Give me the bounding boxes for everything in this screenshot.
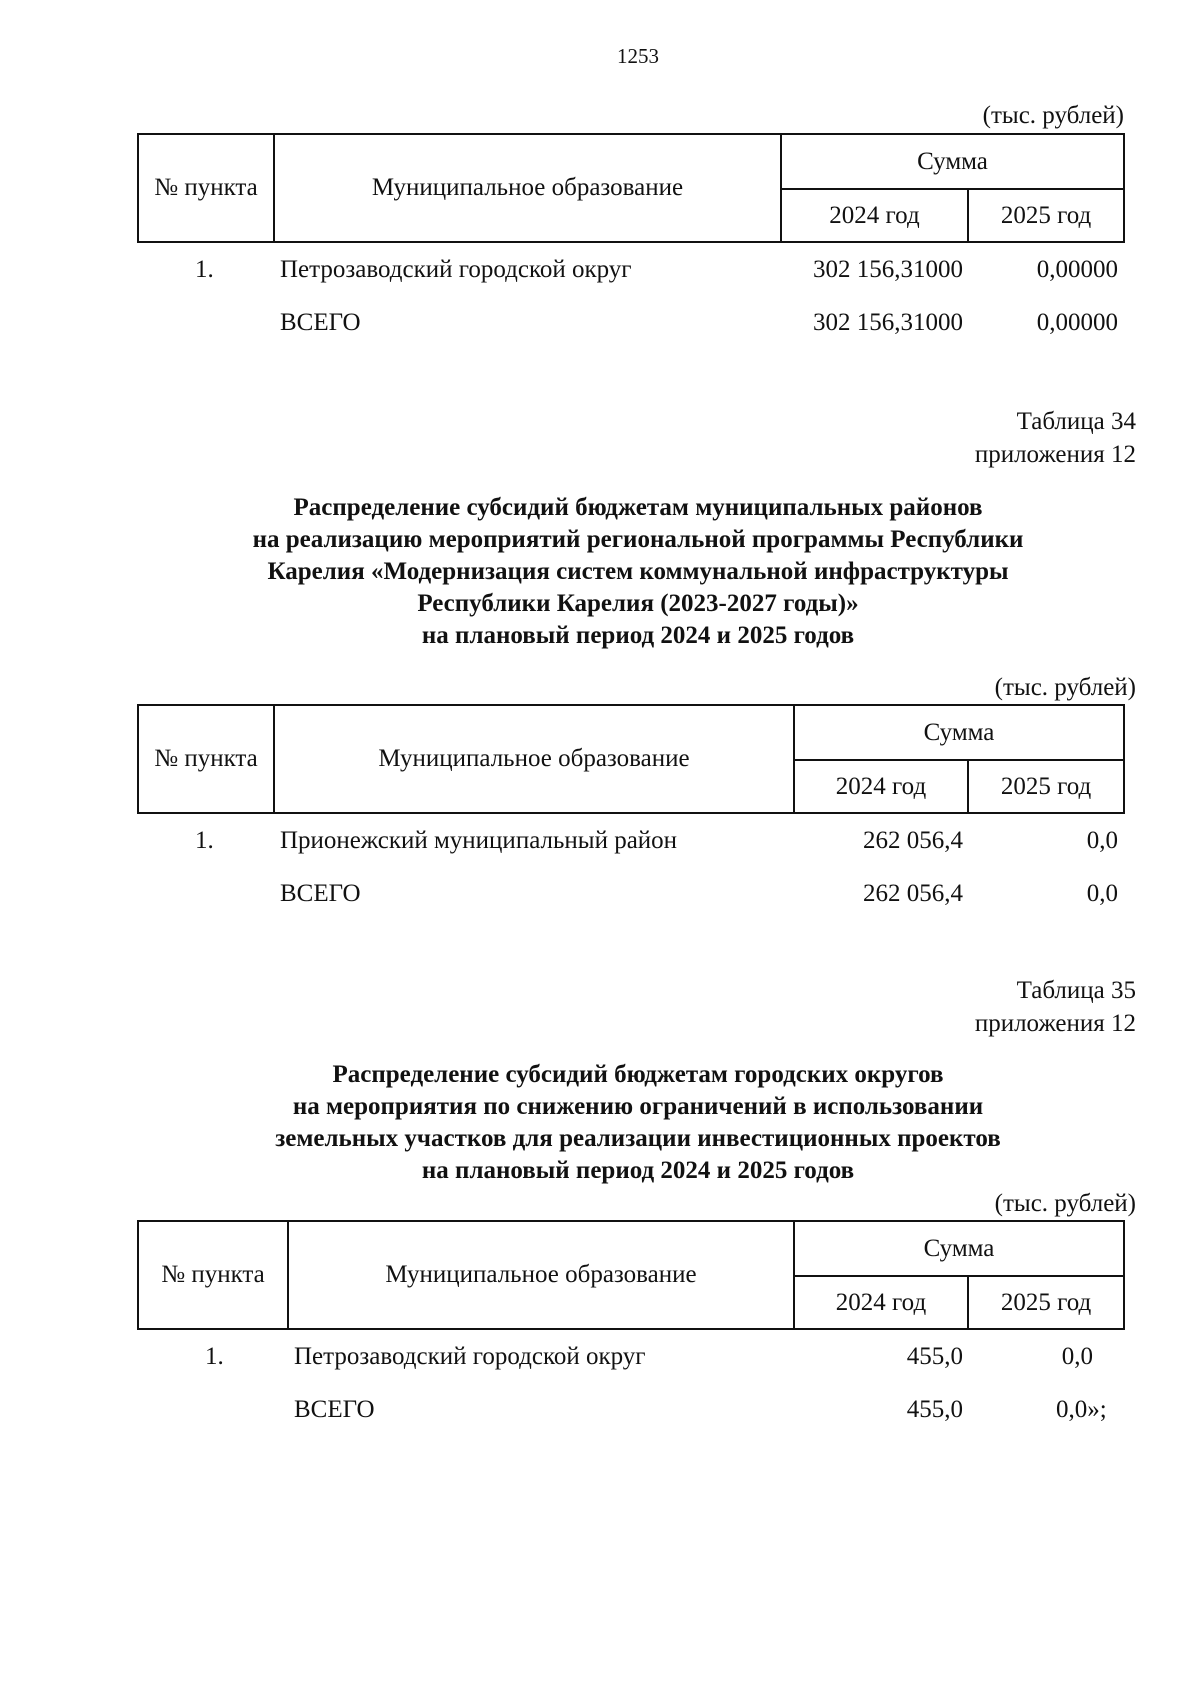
title-line: на мероприятия по снижению ограничений в использовании bbox=[292, 1093, 984, 1120]
row-name: Петрозаводский городской округ bbox=[280, 256, 632, 283]
units-label: (тыс. рублей) bbox=[994, 674, 1136, 701]
col-2024-header: 2024 год bbox=[794, 760, 968, 813]
row-value-2025: 0,0 bbox=[1061, 1343, 1093, 1370]
table-34-title bbox=[0, 492, 1200, 652]
table-35-title bbox=[0, 1059, 1200, 1187]
col-num-header: № пункта bbox=[138, 1221, 288, 1329]
col-sum-header: Сумма bbox=[794, 705, 1124, 760]
row-num: 1. bbox=[195, 827, 214, 854]
appendix-ref: приложения 12 bbox=[974, 1010, 1136, 1037]
row-value-2025: 0,00000 bbox=[1036, 256, 1118, 283]
col-sum-header: Сумма bbox=[781, 134, 1124, 189]
col-2024-header: 2024 год bbox=[781, 189, 968, 242]
units-label: (тыс. рублей) bbox=[994, 1190, 1136, 1217]
total-label: ВСЕГО bbox=[294, 1396, 375, 1423]
row-value-2024: 455,0 bbox=[906, 1343, 963, 1370]
table-34-caption bbox=[975, 405, 1136, 471]
title-line: земельных участков для реализации инвестиционных проектов bbox=[275, 1125, 1001, 1152]
row-value-2024: 262 056,4 bbox=[863, 827, 963, 854]
row-name: Прионежский муниципальный район bbox=[280, 827, 678, 854]
row-name: Петрозаводский городской округ bbox=[294, 1343, 646, 1370]
col-num-header: № пункта bbox=[138, 134, 274, 242]
total-value-2024: 302 156,31000 bbox=[813, 309, 963, 336]
table-34-header bbox=[137, 704, 1125, 814]
table-number: Таблица 34 bbox=[1016, 408, 1136, 435]
title-line: на плановый период 2024 и 2025 годов bbox=[421, 1157, 855, 1184]
total-value-2024: 455,0 bbox=[906, 1396, 963, 1423]
title-line: на плановый период 2024 и 2025 годов bbox=[421, 622, 855, 649]
col-2024-header: 2024 год bbox=[794, 1276, 968, 1329]
total-label: ВСЕГО bbox=[280, 309, 361, 336]
col-name-header: Муниципальное образование bbox=[288, 1221, 794, 1329]
col-2025-header: 2025 год bbox=[968, 1276, 1124, 1329]
row-value-2025: 0,0 bbox=[1086, 827, 1118, 854]
title-line: Республики Карелия (2023-2027 годы)» bbox=[417, 590, 859, 617]
table-35-caption bbox=[975, 974, 1136, 1040]
total-label: ВСЕГО bbox=[280, 880, 361, 907]
total-value-2025: 0,00000 bbox=[1036, 309, 1118, 336]
col-2025-header: 2025 год bbox=[968, 760, 1124, 813]
col-num-header: № пункта bbox=[138, 705, 274, 813]
col-2025-header: 2025 год bbox=[968, 189, 1124, 242]
table-number: Таблица 35 bbox=[1016, 977, 1136, 1004]
units-label: (тыс. рублей) bbox=[982, 102, 1124, 129]
table-header bbox=[137, 133, 1125, 243]
total-value-2024: 262 056,4 bbox=[863, 880, 963, 907]
title-line: Карелия «Модернизация систем коммунальной инфраструктуры bbox=[267, 558, 1009, 585]
col-sum-header: Сумма bbox=[794, 1221, 1124, 1276]
title-line: Распределение субсидий бюджетам городских округов bbox=[332, 1061, 944, 1088]
row-num: 1. bbox=[195, 256, 214, 283]
total-value-2025: 0,0»; bbox=[1056, 1396, 1107, 1423]
title-line: на реализацию мероприятий региональной программы Республики bbox=[252, 526, 1024, 553]
row-value-2024: 302 156,31000 bbox=[813, 256, 963, 283]
page-number: 1253 bbox=[617, 44, 659, 68]
table-35-header bbox=[137, 1220, 1125, 1330]
title-line: Распределение субсидий бюджетам муниципальных районов bbox=[293, 494, 983, 521]
col-name-header: Муниципальное образование bbox=[274, 134, 781, 242]
col-name-header: Муниципальное образование bbox=[274, 705, 794, 813]
total-value-2025: 0,0 bbox=[1086, 880, 1118, 907]
row-num: 1. bbox=[205, 1343, 224, 1370]
appendix-ref: приложения 12 bbox=[974, 441, 1136, 468]
